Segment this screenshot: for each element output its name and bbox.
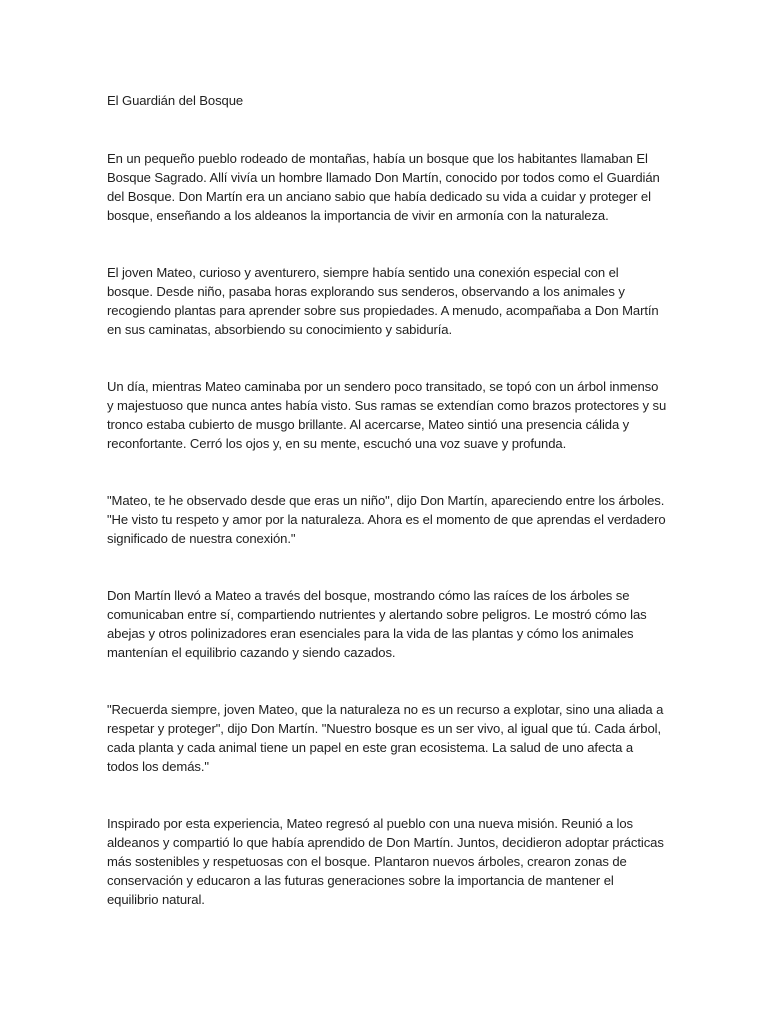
paragraph-spacer [107, 548, 667, 586]
paragraph-spacer [107, 776, 667, 814]
paragraph-4: "Mateo, te he observado desde que eras un niño", dijo Don Martín, apareciendo entre los árboles. "He visto tu respeto y amor por la naturaleza. Ahora es el momento de que aprendas el verdadero significado de nuestra conexión." [107, 493, 666, 546]
title-spacer [107, 110, 667, 149]
paragraph-1: En un pequeño pueblo rodeado de montañas, había un bosque que los habitantes llamaban El Bosque Sagrado. Allí vivía un hombre llamado Don Martín, conocido por todos como el Guardián del Bosque. Don Martín era un anciano sabio que había dedicado su vida a cuidar y proteger el bosque, enseñando a los aldeanos la importancia de vivir en armonía con la naturaleza. [107, 151, 660, 223]
paragraph-5: Don Martín llevó a Mateo a través del bosque, mostrando cómo las raíces de los árboles se comunicaban entre sí, compartiendo nutrientes y alertando sobre peligros. Le mostró cómo las abejas y otros polinizadores eran esenciales para la vida de las plantas y cómo los animales mantenían el equilibrio cazando y siendo cazados. [107, 588, 647, 660]
paragraph-spacer [107, 662, 667, 700]
paragraph-spacer [107, 339, 667, 377]
document-body [107, 91, 667, 909]
paragraph-spacer [107, 453, 667, 491]
paragraph-spacer [107, 225, 667, 263]
paragraph-2: El joven Mateo, curioso y aventurero, siempre había sentido una conexión especial con el bosque. Desde niño, pasaba horas explorando sus senderos, observando a los animales y recogiendo plantas para aprender sobre sus propiedades. A menudo, acompañaba a Don Martín en sus caminatas, absorbiendo su conocimiento y sabiduría. [107, 265, 659, 337]
paragraph-6: "Recuerda siempre, joven Mateo, que la naturaleza no es un recurso a explotar, sino una aliada a respetar y proteger", dijo Don Martín. "Nuestro bosque es un ser vivo, al igual que tú. Cada árbol, cada planta y cada animal tiene un papel en este gran ecosistema. La salud de uno afecta a todos los demás." [107, 702, 664, 774]
paragraph-3: Un día, mientras Mateo caminaba por un sendero poco transitado, se topó con un árbol inmenso y majestuoso que nunca antes había visto. Sus ramas se extendían como brazos protectores y su tronco estaba cubierto de musgo brillante. Al acercarse, Mateo sintió una presencia cálida y reconfortante. Cerró los ojos y, en su mente, escuchó una voz suave y profunda. [107, 379, 667, 451]
document-title: El Guardián del Bosque [107, 93, 244, 108]
paragraph-7: Inspirado por esta experiencia, Mateo regresó al pueblo con una nueva misión. Reunió a los aldeanos y compartió lo que había aprendido de Don Martín. Juntos, decidieron adoptar prácticas más sostenibles y respetuosas con el bosque. Plantaron nuevos árboles, crearon zonas de conservación y educaron a las futuras generaciones sobre la importancia de mantener el equilibrio natural. [107, 816, 664, 907]
